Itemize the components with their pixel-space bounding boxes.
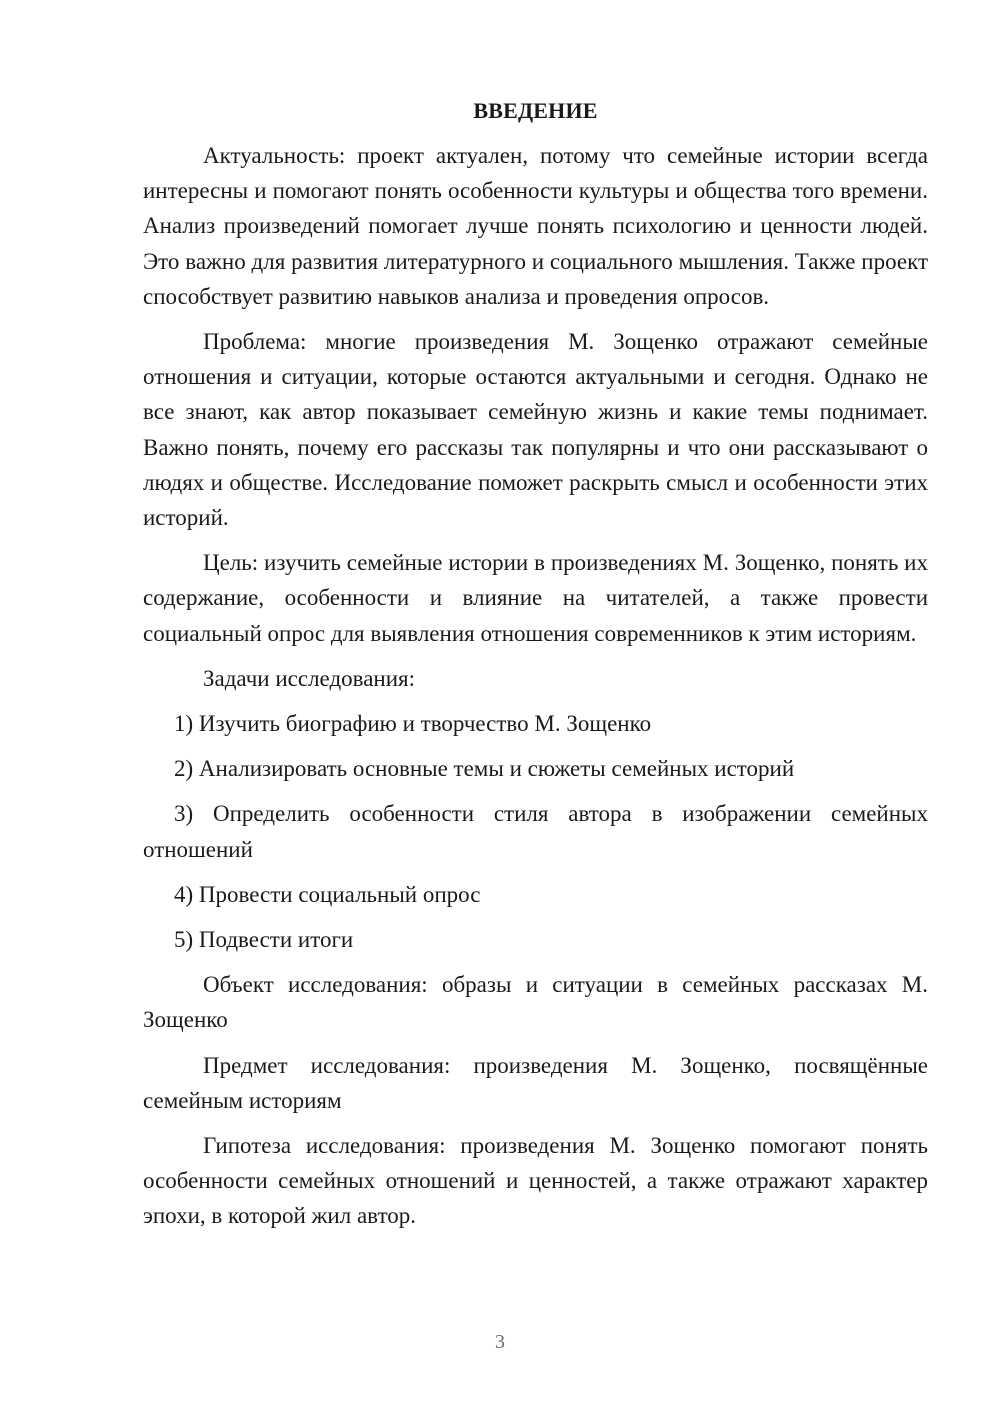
list-item: 5) Подвести итоги xyxy=(174,927,354,953)
page-number: 3 xyxy=(495,1331,505,1353)
subject-paragraph: Предмет исследования: произведения М. Зощенко, посвящённые семейным историям xyxy=(143,1052,928,1113)
goal-paragraph: Цель: изучить семейные истории в произведениях М. Зощенко, понять их содержание, особенности и влияние на читателей, а также провести социальный опрос для выявления отношения современников к этим историям. xyxy=(143,550,928,646)
list-item: 2) Анализировать основные темы и сюжеты семейных историй xyxy=(174,756,795,782)
page-title: ВВЕДЕНИЕ xyxy=(473,98,598,123)
object-paragraph: Объект исследования: образы и ситуации в семейных рассказах М. Зощенко xyxy=(143,972,928,1033)
problem-paragraph: Проблема: многие произведения М. Зощенко отражают семейные отношения и ситуации, которые остаются актуальными и сегодня. Однако не все знают, как автор показывает семейную жизнь и какие темы поднимает. Важно понять, почему его рассказы так популярны и что они рассказывают о людях и обществе. Исследование поможет раскрыть смысл и особенности этих историй. xyxy=(143,329,928,531)
list-item: 1) Изучить биографию и творчество М. Зощенко xyxy=(174,711,652,737)
tasks-heading: Задачи исследования: xyxy=(203,665,416,691)
list-item: 4) Провести социальный опрос xyxy=(174,881,481,907)
relevance-paragraph: Актуальность: проект актуален, потому что семейные истории всегда интересны и помогают понять особенности культуры и общества того времени. Анализ произведений помогает лучше понять психологию и ценности людей. Это важно для развития литературного и социального мышления. Также проект способствует развитию навыков анализа и проведения опросов. xyxy=(143,143,928,309)
list-item: 3) Определить особенности стиля автора в изображении семейных отношений xyxy=(143,801,928,862)
hypothesis-paragraph: Гипотеза исследования: произведения М. Зощенко помогают понять особенности семейных отношений и ценностей, а также отражают характер эпохи, в которой жил автор. xyxy=(143,1133,928,1229)
